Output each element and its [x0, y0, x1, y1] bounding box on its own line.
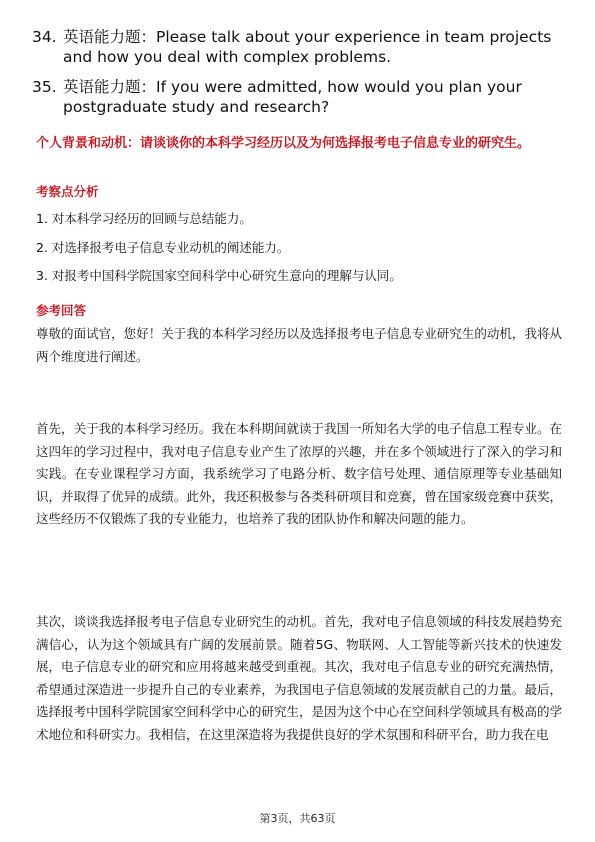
answer-heading: 参考回答 [36, 303, 87, 318]
question-34 [32, 27, 567, 67]
question-number: 35. [32, 78, 57, 96]
question-35 [32, 77, 567, 117]
question-text: 英语能力题：If you were admitted, how would you plan your postgraduate study and research? [63, 78, 522, 116]
analysis-item: 3. 对报考中国科学院国家空间科学中心研究生意向的理解与认同。 [36, 268, 402, 283]
answer-paragraph: 其次，谈谈我选择报考电子信息专业研究生的动机。首先，我对电子信息领域的科技发展趋势充满信心，认为这个领域具有广阔的发展前景。随着5G、物联网、人工智能等新兴技术的快速发展，电子信息专业的研究和应用将越来越受到重视。其次，我对电子信息专业的研究充满热情，希望通过深造进一步提升自己的专业素养，为我国电子信息领域的发展贡献自己的力量。最后，选择报考中国科学院国家空间科学中心的研究生，是因为这个中心在空间科学领域具有极高的学术地位和科研实力。我相信，在这里深造将为我提供良好的学术氛围和科研平台，助力我在电 [36, 614, 562, 742]
analysis-item: 1. 对本科学习经历的回顾与总结能力。 [36, 211, 252, 226]
analysis-heading: 考察点分析 [36, 184, 99, 199]
question-number: 34. [32, 28, 57, 46]
answer-paragraph: 尊敬的面试官，您好！关于我的本科学习经历以及选择报考电子信息专业研究生的动机，我将从两个维度进行阐述。 [36, 326, 562, 364]
page-number: 第3页，共63页 [259, 812, 336, 825]
question-text: 英语能力题：Please talk about your experience in team projects and how you deal with complex problems. [63, 28, 552, 66]
section-title: 个人背景和动机：请谈谈你的本科学习经历以及为何选择报考电子信息专业的研究生。 [36, 136, 531, 151]
analysis-item: 2. 对选择报考电子信息专业动机的阐述能力。 [36, 240, 290, 255]
answer-paragraph: 首先，关于我的本科学习经历。我在本科期间就读于我国一所知名大学的电子信息工程专业。在这四年的学习过程中，我对电子信息专业产生了浓厚的兴趣，并在多个领域进行了深入的学习和实践。在专业课程学习方面，我系统学习了电路分析、数字信号处理、通信原理等专业基础知识，并取得了优异的成绩。此外，我还积极参与各类科研项目和竞赛，曾在国家级竞赛中获奖，这些经历不仅锻炼了我的专业能力，也培养了我的团队协作和解决问题的能力。 [36, 421, 562, 527]
